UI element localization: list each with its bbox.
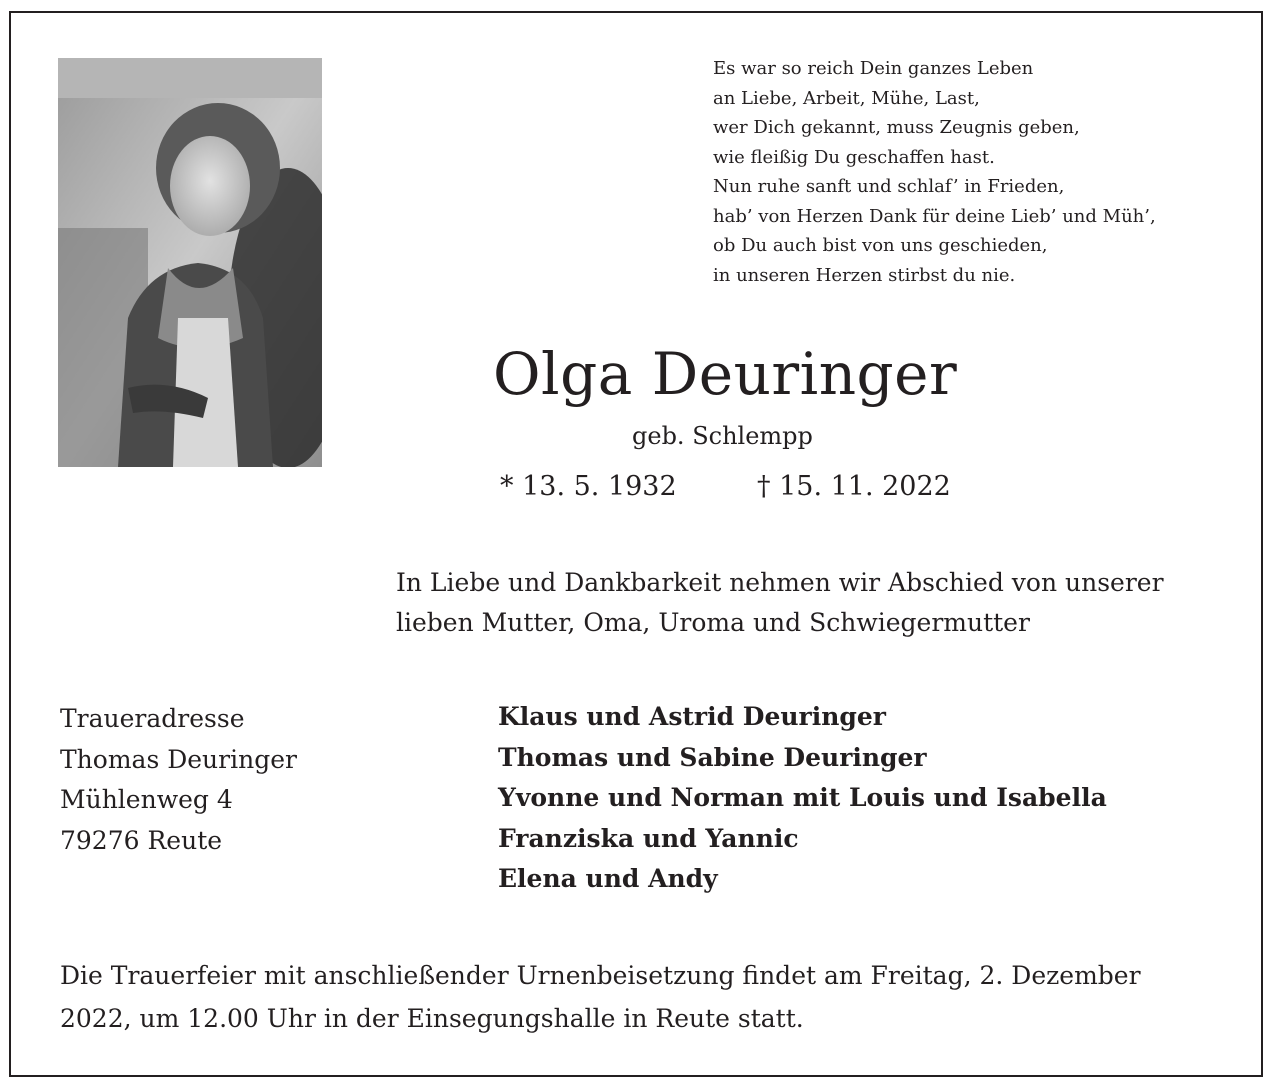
portrait-photo <box>58 58 322 467</box>
mourner-line: Thomas und Sabine Deuringer <box>498 742 927 772</box>
poem-line: in unseren Herzen stirbst du nie. <box>713 264 1016 286</box>
mourner-line: Yvonne und Norman mit Louis und Isabella <box>498 783 1107 812</box>
mourning-address <box>60 699 297 861</box>
address-line: Mühlenweg 4 <box>60 785 233 814</box>
poem-line: Nun ruhe sanft und schlaf’ in Frieden, <box>713 176 1065 197</box>
mourner-line: Elena und Andy <box>498 864 718 893</box>
mourner-line: Klaus und Astrid Deuringer <box>498 702 886 731</box>
farewell-text <box>396 563 1164 643</box>
ceremony-line: 2022, um 12.00 Uhr in der Einsegungshalle in Reute statt. <box>60 1004 804 1033</box>
deceased-name: Olga Deuringer <box>493 340 958 408</box>
poem-line: an Liebe, Arbeit, Mühe, Last, <box>713 87 980 109</box>
poem-line: ob Du auch bist von uns geschieden, <box>713 235 1048 256</box>
poem-line: Es war so reich Dein ganzes Leben <box>713 58 1034 79</box>
ceremony-line: Die Trauerfeier mit anschließender Urnenbeisetzung findet am Freitag, 2. Dezember <box>60 961 1141 990</box>
poem-line: wie fleißig Du geschaffen hast. <box>713 146 995 168</box>
ceremony-info <box>60 954 1141 1040</box>
address-line: 79276 Reute <box>60 825 223 855</box>
poem-line: hab’ von Herzen Dank für deine Lieb’ und Müh’, <box>713 205 1156 227</box>
maiden-name: geb. Schlempp <box>632 422 813 450</box>
birth-date: * 13. 5. 1932 <box>500 471 677 502</box>
memorial-poem <box>713 54 1156 290</box>
mourners-list <box>498 697 1107 900</box>
address-line: Thomas Deuringer <box>60 744 297 774</box>
mourner-line: Franziska und Yannic <box>498 823 799 853</box>
death-date: † 15. 11. 2022 <box>757 471 951 502</box>
poem-line: wer Dich gekannt, muss Zeugnis geben, <box>713 117 1080 138</box>
farewell-line: lieben Mutter, Oma, Uroma und Schwiegermutter <box>396 608 1030 637</box>
farewell-line: In Liebe und Dankbarkeit nehmen wir Abschied von unserer <box>396 568 1164 597</box>
address-line: Traueradresse <box>60 704 245 733</box>
